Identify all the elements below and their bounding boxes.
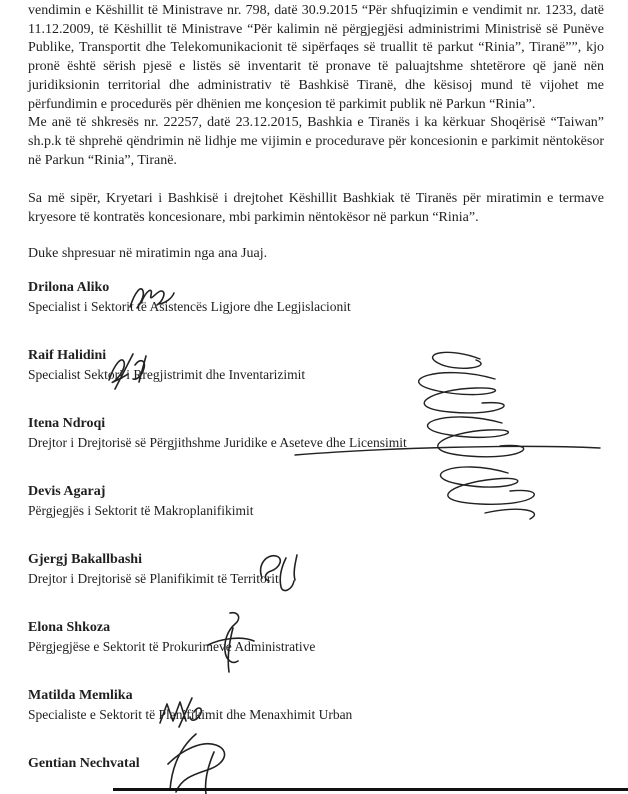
signatory-block [28,550,604,588]
signatory-name: Devis Agaraj [28,484,106,500]
paragraph: Me anë të shkresës nr. 22257, datë 23.12.2015, Bashkia e Tiranës i ka kërkuar Shoqërisë “Taiwan” sh.p.k të shprehë qëndrimin në lidhje me vijimin e procedurave për koncesionin e parkimit nëntokësor në Parkun “Rinia”, Tiranë. [28,115,604,168]
signatory-title: Specialiste e Sektorit të Planifikimit dhe Menaxhimit Urban [28,707,353,723]
signatory-name: Gentian Nechvatal [28,756,140,772]
signatory-name: Drilona Aliko [28,280,110,296]
signatory-list [28,278,604,773]
signatory-title: Specialist i Sektorit të Asistencës Ligjore dhe Legjislacionit [28,299,351,315]
signatory-title: Specialist Sektori i Rregjistrimit dhe Inventarizimit [28,367,306,383]
signatory-block [28,686,604,724]
signatory-title: Përgjegjëse e Sektorit të Prokurimeve Administrative [28,639,316,655]
signatory-block [28,482,604,520]
signatory-title: Përgjegjës i Sektorit të Makroplanifikimit [28,503,254,519]
signatory-block [28,754,604,773]
document-content [28,2,604,794]
signatory-name: Elona Shkoza [28,620,111,636]
signatory-block [28,346,604,384]
signatory-name: Raif Halidini [28,348,107,364]
signatory-block [28,414,604,452]
signatory-block [28,618,604,656]
signatory-name: Gjergj Bakallbashi [28,552,142,568]
signatory-title: Drejtor i Drejtorisë së Përgjithshme Juridike e Aseteve dhe Licensimit [28,435,407,451]
signatory-name: Itena Ndroqi [28,416,106,432]
closing-line: Duke shpresuar në miratimin nga ana Juaj. [28,245,268,261]
signatory-title: Drejtor i Drejtorisë së Planifikimit të Territorit [28,571,279,587]
page-edge-line [113,788,628,791]
signatory-name: Matilda Memlika [28,688,133,704]
signatory-block [28,278,604,316]
paragraph: Sa më sipër, Kryetari i Bashkisë i drejtohet Këshillit Bashkiak të Tiranës për miratimin e termave kryesore të kontratës koncesionare, mbi parkimin nëntokësor në parkun “Rinia”. [28,191,604,226]
paragraph: vendimin e Këshillit të Ministrave nr. 798, datë 30.9.2015 “Për shfuqizimin e vendimit nr. 1233, datë 11.12.2009, të Këshillit të Ministrave “Për kalimin në përgjegjësi administrimi Ministrisë së Punëve Publike, Transportit dhe Telekomunikacionit të sipërfaqes së truallit të parkut “Rinia”, Tiranë””, kjo pronë është sërish pjesë e listës së inventarit të pronave të paluajtshme shtetërore që janë nën juridiksionin territorial dhe administrativ të Bashkisë Tiranë, dhe kësisoj mund të vijohet me përfundimin e procedurës për dhënien me konçesion të parkimit publik në Parkun “Rinia”. [28,3,604,112]
